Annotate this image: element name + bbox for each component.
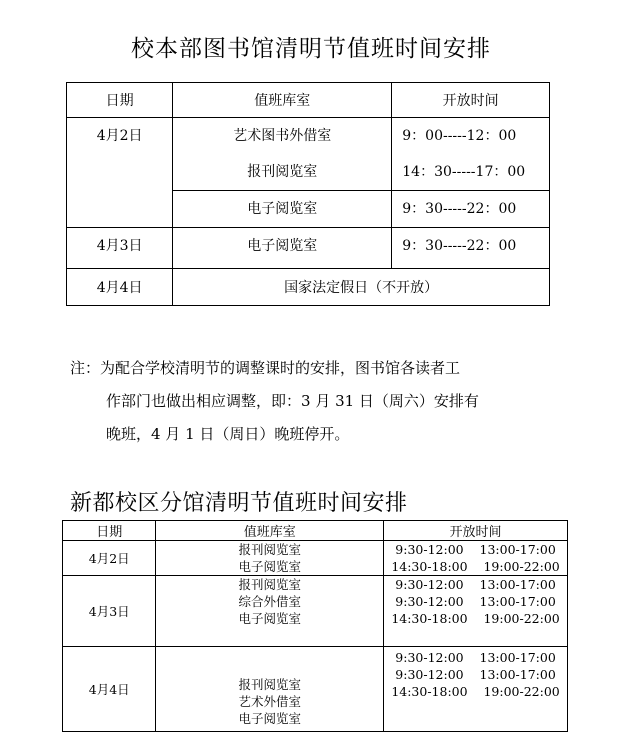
header-time: 开放时间 [392, 83, 550, 118]
header-date: 日期 [67, 83, 173, 118]
holiday-notice-cell: 国家法定假日（不开放） [173, 269, 550, 306]
room-cell [173, 191, 392, 228]
time-text: 14:30-18:00 19:00-22:00 [391, 559, 560, 574]
date-cell: 4月4日 [63, 647, 156, 732]
main-campus-schedule-table [66, 82, 550, 306]
table-header-row [67, 83, 550, 118]
table-row [67, 269, 550, 306]
header-room: 值班库室 [173, 83, 392, 118]
table-row [67, 118, 550, 191]
note-paragraph [70, 352, 550, 451]
time-cell [392, 191, 550, 228]
header-time: 开放时间 [384, 521, 568, 541]
time-text: 9:30-12:00 13:00-17:00 [395, 650, 556, 665]
time-text: 14:30-18:00 19:00-22:00 [391, 611, 560, 626]
time-text: 9:30-12:00 13:00-17:00 [395, 594, 556, 609]
time-text: 9：30-----22：00 [402, 238, 517, 254]
room-text: 报刊阅览室 [238, 677, 302, 692]
room-text: 电子阅览室 [247, 238, 318, 254]
room-text: 综合外借室 [238, 594, 302, 609]
room-text: 报刊阅览室 [238, 542, 302, 557]
note-line: 注：为配合学校清明节的调整课时的安排，图书馆各读者工 [70, 359, 461, 377]
room-cell [173, 228, 392, 269]
time-cell [384, 647, 568, 732]
note-line: 晚班，4 月 1 日（周日）晚班停开。 [106, 425, 350, 443]
time-text: 9：30-----22：00 [402, 201, 517, 217]
room-cell [156, 541, 384, 576]
time-text: 9:30-12:00 13:00-17:00 [395, 577, 556, 592]
time-text: 9:30-12:00 13:00-17:00 [395, 667, 556, 682]
second-title: 新都校区分馆清明节值班时间安排 [70, 491, 408, 516]
room-cell [156, 647, 384, 732]
room-text: 报刊阅览室 [247, 164, 318, 180]
time-cell [384, 576, 568, 647]
time-text: 14:30-18:00 19:00-22:00 [391, 684, 560, 699]
time-cell [384, 541, 568, 576]
date-text: 4月2日 [96, 128, 143, 144]
time-text: 14：30-----17：00 [402, 164, 526, 180]
time-cell [392, 118, 550, 191]
header-date: 日期 [63, 521, 156, 541]
room-text: 电子阅览室 [238, 711, 302, 726]
room-cell [156, 576, 384, 647]
table-header-row [63, 521, 568, 541]
room-text: 电子阅览室 [238, 611, 302, 626]
time-text: 9:30-12:00 13:00-17:00 [395, 542, 556, 557]
time-cell [392, 228, 550, 269]
room-text: 电子阅览室 [247, 201, 318, 217]
date-text: 4月3日 [96, 238, 143, 254]
date-cell [67, 228, 173, 269]
table-row [63, 647, 568, 732]
date-cell [67, 118, 173, 228]
xindu-campus-schedule-table [62, 520, 568, 732]
date-cell: 4月4日 [67, 269, 173, 306]
room-text: 艺术外借室 [238, 694, 302, 709]
room-text: 电子阅览室 [238, 559, 302, 574]
date-cell: 4月2日 [63, 541, 156, 576]
room-text: 艺术图书外借室 [233, 128, 332, 144]
date-cell: 4月3日 [63, 576, 156, 647]
header-room: 值班库室 [156, 521, 384, 541]
table-row [67, 228, 550, 269]
note-line: 作部门也做出相应调整，即：3 月 31 日（周六）安排有 [106, 392, 479, 410]
room-text: 报刊阅览室 [238, 577, 302, 592]
table-row [63, 576, 568, 647]
room-cell [173, 118, 392, 191]
table-row [63, 541, 568, 576]
time-text: 9：00-----12：00 [402, 128, 517, 144]
main-title: 校本部图书馆清明节值班时间安排 [131, 36, 491, 62]
